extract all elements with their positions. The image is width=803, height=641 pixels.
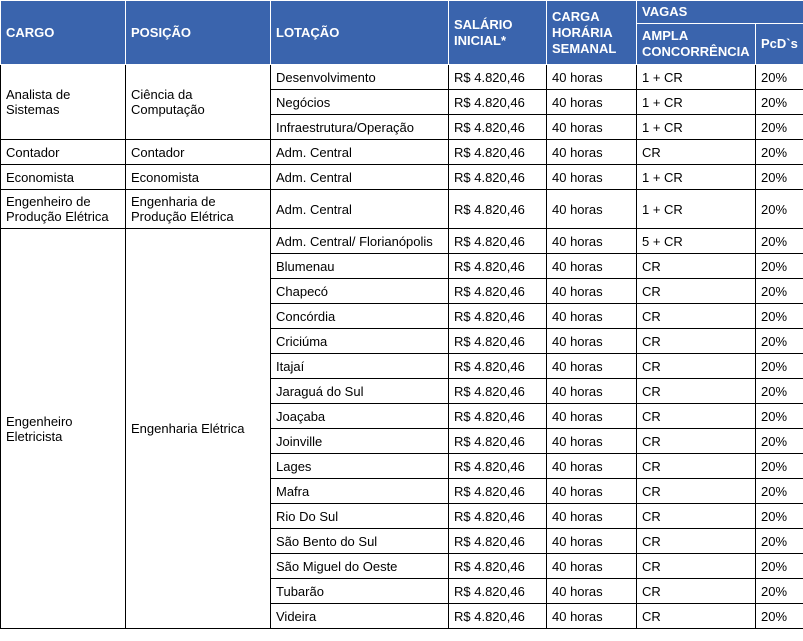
header-salario: SALÁRIO INICIAL* — [449, 1, 547, 65]
cell-carga: 40 horas — [547, 140, 637, 165]
cell-pcd: 20% — [756, 454, 803, 479]
cell-carga: 40 horas — [547, 190, 637, 229]
cell-carga: 40 horas — [547, 90, 637, 115]
header-ampla-concorrencia: AMPLA CONCORRÊNCIA — [637, 24, 756, 65]
cell-pcd: 20% — [756, 254, 803, 279]
cell-posicao: Engenharia Elétrica — [126, 229, 271, 629]
cell-salario: R$ 4.820,46 — [449, 479, 547, 504]
cell-lotacao: Rio Do Sul — [271, 504, 449, 529]
cell-cargo: Contador — [1, 140, 126, 165]
cell-carga: 40 horas — [547, 229, 637, 254]
cell-lotacao: Adm. Central — [271, 165, 449, 190]
cell-ampla: CR — [637, 329, 756, 354]
cell-carga: 40 horas — [547, 604, 637, 629]
cell-lotacao: Infraestrutura/Operação — [271, 115, 449, 140]
cell-cargo: Engenheiro Eletricista — [1, 229, 126, 629]
cell-lotacao: Adm. Central — [271, 190, 449, 229]
cell-carga: 40 horas — [547, 254, 637, 279]
cell-pcd: 20% — [756, 404, 803, 429]
cell-lotacao: São Bento do Sul — [271, 529, 449, 554]
cell-carga: 40 horas — [547, 304, 637, 329]
cell-pcd: 20% — [756, 529, 803, 554]
cell-ampla: CR — [637, 579, 756, 604]
cell-ampla: 1 + CR — [637, 65, 756, 90]
cell-salario: R$ 4.820,46 — [449, 354, 547, 379]
cell-salario: R$ 4.820,46 — [449, 304, 547, 329]
cell-carga: 40 horas — [547, 554, 637, 579]
header-vagas: VAGAS — [637, 1, 803, 24]
cell-lotacao: Adm. Central — [271, 140, 449, 165]
cell-pcd: 20% — [756, 90, 803, 115]
cell-pcd: 20% — [756, 190, 803, 229]
cell-lotacao: Chapecó — [271, 279, 449, 304]
cell-carga: 40 horas — [547, 115, 637, 140]
cell-pcd: 20% — [756, 65, 803, 90]
cell-carga: 40 horas — [547, 429, 637, 454]
table-row — [1, 65, 803, 90]
cell-pcd: 20% — [756, 304, 803, 329]
cell-lotacao: Tubarão — [271, 579, 449, 604]
cell-pcd: 20% — [756, 354, 803, 379]
cell-lotacao: Jaraguá do Sul — [271, 379, 449, 404]
header-cargo: CARGO — [1, 1, 126, 65]
cell-salario: R$ 4.820,46 — [449, 229, 547, 254]
cell-carga: 40 horas — [547, 354, 637, 379]
cell-pcd: 20% — [756, 579, 803, 604]
cell-posicao: Contador — [126, 140, 271, 165]
cell-lotacao: Itajaí — [271, 354, 449, 379]
cell-ampla: CR — [637, 529, 756, 554]
cell-cargo: Economista — [1, 165, 126, 190]
table-row — [1, 140, 803, 165]
cell-cargo: Engenheiro de Produção Elétrica — [1, 190, 126, 229]
cell-carga: 40 horas — [547, 279, 637, 304]
cell-lotacao: Blumenau — [271, 254, 449, 279]
cell-ampla: CR — [637, 354, 756, 379]
cell-pcd: 20% — [756, 329, 803, 354]
cell-posicao: Economista — [126, 165, 271, 190]
cell-carga: 40 horas — [547, 404, 637, 429]
cell-salario: R$ 4.820,46 — [449, 379, 547, 404]
cell-salario: R$ 4.820,46 — [449, 90, 547, 115]
cell-lotacao: Negócios — [271, 90, 449, 115]
cell-ampla: 1 + CR — [637, 190, 756, 229]
cell-salario: R$ 4.820,46 — [449, 604, 547, 629]
cell-ampla: 1 + CR — [637, 115, 756, 140]
cell-salario: R$ 4.820,46 — [449, 65, 547, 90]
cell-carga: 40 horas — [547, 65, 637, 90]
cell-salario: R$ 4.820,46 — [449, 254, 547, 279]
cell-ampla: 1 + CR — [637, 90, 756, 115]
cell-posicao: Ciência da Computação — [126, 65, 271, 140]
cell-salario: R$ 4.820,46 — [449, 404, 547, 429]
cell-pcd: 20% — [756, 279, 803, 304]
cell-ampla: CR — [637, 254, 756, 279]
cell-carga: 40 horas — [547, 479, 637, 504]
cell-ampla: CR — [637, 304, 756, 329]
cell-cargo: Analista de Sistemas — [1, 65, 126, 140]
cell-lotacao: Joinville — [271, 429, 449, 454]
cell-ampla: CR — [637, 379, 756, 404]
header-posicao: POSIÇÃO — [126, 1, 271, 65]
cell-carga: 40 horas — [547, 454, 637, 479]
cell-ampla: CR — [637, 140, 756, 165]
cell-ampla: CR — [637, 429, 756, 454]
cell-ampla: CR — [637, 604, 756, 629]
cell-lotacao: São Miguel do Oeste — [271, 554, 449, 579]
cell-pcd: 20% — [756, 604, 803, 629]
cell-pcd: 20% — [756, 229, 803, 254]
cell-salario: R$ 4.820,46 — [449, 554, 547, 579]
cell-salario: R$ 4.820,46 — [449, 165, 547, 190]
cell-salario: R$ 4.820,46 — [449, 140, 547, 165]
cell-pcd: 20% — [756, 554, 803, 579]
cell-carga: 40 horas — [547, 379, 637, 404]
cell-pcd: 20% — [756, 429, 803, 454]
cell-carga: 40 horas — [547, 165, 637, 190]
cell-carga: 40 horas — [547, 504, 637, 529]
cell-pcd: 20% — [756, 379, 803, 404]
cell-carga: 40 horas — [547, 529, 637, 554]
cell-ampla: CR — [637, 554, 756, 579]
table-row — [1, 165, 803, 190]
cell-salario: R$ 4.820,46 — [449, 329, 547, 354]
cell-salario: R$ 4.820,46 — [449, 529, 547, 554]
table-row — [1, 229, 803, 254]
header-lotacao: LOTAÇÃO — [271, 1, 449, 65]
cell-carga: 40 horas — [547, 579, 637, 604]
cell-lotacao: Joaçaba — [271, 404, 449, 429]
cell-pcd: 20% — [756, 504, 803, 529]
cell-salario: R$ 4.820,46 — [449, 190, 547, 229]
cell-salario: R$ 4.820,46 — [449, 579, 547, 604]
cell-pcd: 20% — [756, 165, 803, 190]
cell-ampla: 1 + CR — [637, 165, 756, 190]
cell-lotacao: Adm. Central/ Florianópolis — [271, 229, 449, 254]
cell-lotacao: Mafra — [271, 479, 449, 504]
cell-lotacao: Criciúma — [271, 329, 449, 354]
cell-posicao: Engenharia de Produção Elétrica — [126, 190, 271, 229]
cell-ampla: CR — [637, 404, 756, 429]
cell-pcd: 20% — [756, 479, 803, 504]
cell-ampla: CR — [637, 279, 756, 304]
cell-lotacao: Lages — [271, 454, 449, 479]
cell-ampla: CR — [637, 479, 756, 504]
table-header — [1, 1, 803, 65]
cell-carga: 40 horas — [547, 329, 637, 354]
cell-ampla: CR — [637, 454, 756, 479]
cell-salario: R$ 4.820,46 — [449, 279, 547, 304]
table-body — [1, 65, 803, 629]
cell-lotacao: Desenvolvimento — [271, 65, 449, 90]
header-carga-horaria: CARGA HORÁRIA SEMANAL — [547, 1, 637, 65]
cell-salario: R$ 4.820,46 — [449, 429, 547, 454]
cell-salario: R$ 4.820,46 — [449, 454, 547, 479]
cell-ampla: 5 + CR — [637, 229, 756, 254]
table-row — [1, 190, 803, 229]
cell-pcd: 20% — [756, 140, 803, 165]
cell-salario: R$ 4.820,46 — [449, 504, 547, 529]
cell-ampla: CR — [637, 504, 756, 529]
header-pcd: PcD`s — [756, 24, 803, 65]
cell-lotacao: Videira — [271, 604, 449, 629]
cell-pcd: 20% — [756, 115, 803, 140]
cell-lotacao: Concórdia — [271, 304, 449, 329]
cell-salario: R$ 4.820,46 — [449, 115, 547, 140]
